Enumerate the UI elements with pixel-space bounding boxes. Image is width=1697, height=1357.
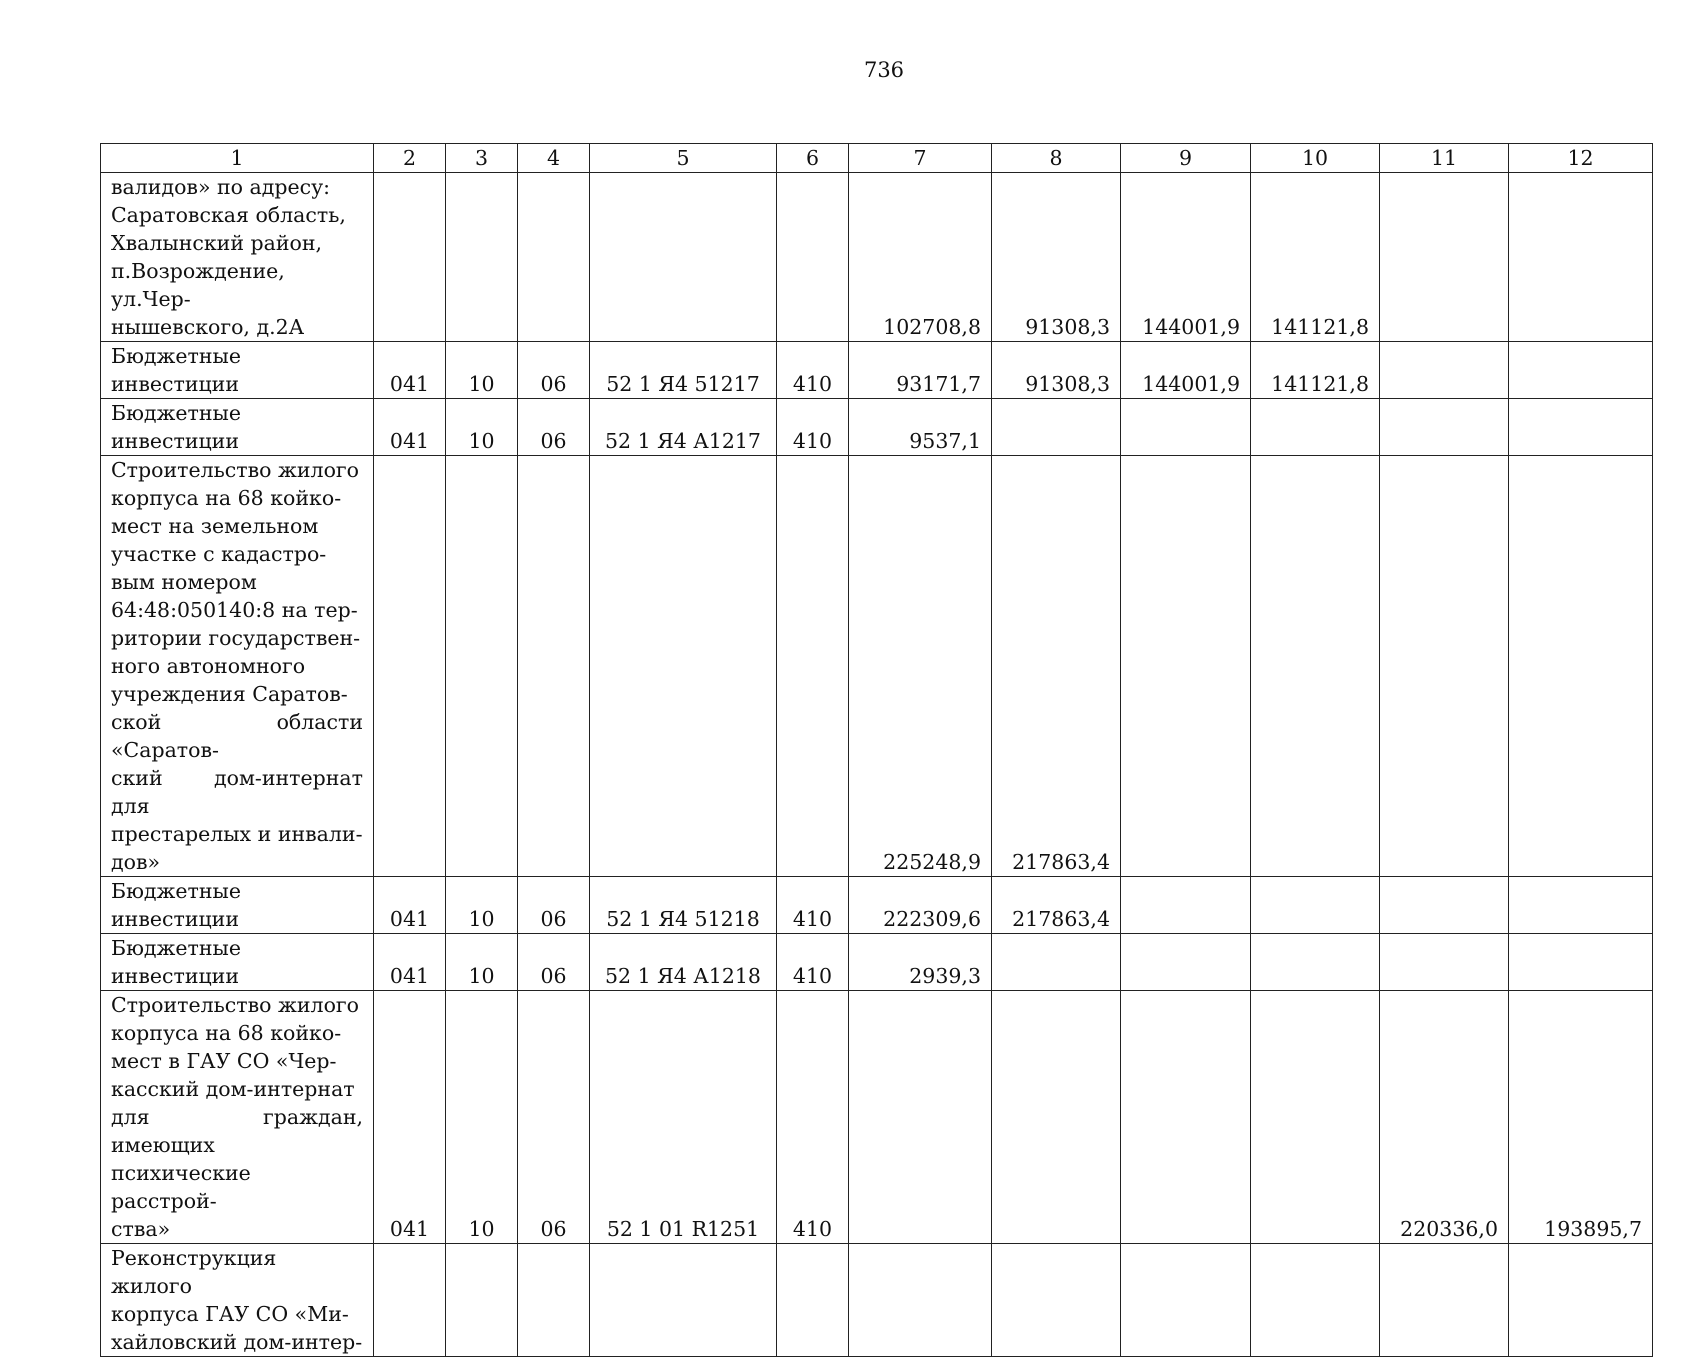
column-header: 9 — [1121, 144, 1251, 173]
cell-col-5: 52 1 Я4 51217 — [590, 342, 777, 399]
row-description — [101, 173, 374, 342]
cell-col-6: 410 — [777, 934, 849, 991]
cell-col-2: 041 — [374, 342, 446, 399]
description-line: ства» — [111, 1217, 171, 1241]
column-header: 5 — [590, 144, 777, 173]
cell-col-2: 041 — [374, 877, 446, 934]
cell-col-9 — [1121, 1244, 1251, 1357]
cell-col-10 — [1251, 399, 1380, 456]
cell-col-12: 193895,7 — [1509, 991, 1653, 1244]
table-row — [101, 342, 1653, 399]
column-header: 11 — [1380, 144, 1509, 173]
table-row — [101, 991, 1653, 1244]
table-row — [101, 877, 1653, 934]
cell-col-8: 217863,4 — [992, 456, 1121, 877]
description-line: Строительство жилого — [111, 993, 360, 1017]
description-line: 64:48:050140:8 на тер- — [111, 598, 358, 622]
column-header: 10 — [1251, 144, 1380, 173]
description-line: Бюджетные инвестиции — [111, 401, 241, 453]
description-line: нышевского, д.2А — [111, 315, 305, 339]
cell-col-10: 141121,8 — [1251, 173, 1380, 342]
description-line: хайловский дом-интер- — [111, 1330, 363, 1354]
table-row — [101, 399, 1653, 456]
cell-col-10: 141121,8 — [1251, 342, 1380, 399]
cell-col-5: 52 1 01 R1251 — [590, 991, 777, 1244]
cell-col-5: 52 1 Я4 51218 — [590, 877, 777, 934]
cell-col-9 — [1121, 399, 1251, 456]
cell-col-4: 06 — [518, 991, 590, 1244]
description-line: для граждан, имеющих — [111, 1105, 363, 1157]
cell-col-5 — [590, 173, 777, 342]
description-line: дов» — [111, 850, 161, 874]
cell-col-6: 410 — [777, 877, 849, 934]
cell-col-5 — [590, 456, 777, 877]
cell-col-3 — [446, 456, 518, 877]
cell-col-2 — [374, 1244, 446, 1357]
cell-col-11: 220336,0 — [1380, 991, 1509, 1244]
cell-col-8: 217863,4 — [992, 877, 1121, 934]
table-body — [101, 144, 1653, 1357]
cell-col-12 — [1509, 342, 1653, 399]
description-line: участке с кадастро- — [111, 542, 327, 566]
description-line: мест в ГАУ СО «Чер- — [111, 1049, 337, 1073]
cell-col-7: 9537,1 — [849, 399, 992, 456]
cell-col-12 — [1509, 399, 1653, 456]
row-description — [101, 342, 374, 399]
cell-col-9 — [1121, 991, 1251, 1244]
cell-col-10 — [1251, 877, 1380, 934]
cell-col-2 — [374, 456, 446, 877]
column-header: 4 — [518, 144, 590, 173]
table-row — [101, 173, 1653, 342]
description-line: Саратовская область, — [111, 203, 346, 227]
description-line: корпуса на 68 койко- — [111, 486, 342, 510]
description-line: ритории государствен- — [111, 626, 361, 650]
cell-col-3: 10 — [446, 342, 518, 399]
column-header: 6 — [777, 144, 849, 173]
cell-col-12 — [1509, 173, 1653, 342]
row-description — [101, 877, 374, 934]
description-line: ного автономного — [111, 654, 306, 678]
cell-col-11 — [1380, 342, 1509, 399]
description-line: Бюджетные инвестиции — [111, 344, 241, 396]
description-line: ский дом-интернат для — [111, 766, 363, 818]
description-line: психические расстрой- — [111, 1161, 251, 1213]
cell-col-6: 410 — [777, 342, 849, 399]
cell-col-8 — [992, 991, 1121, 1244]
column-header: 12 — [1509, 144, 1653, 173]
cell-col-3: 10 — [446, 877, 518, 934]
cell-col-7: 225248,9 — [849, 456, 992, 877]
cell-col-11 — [1380, 399, 1509, 456]
cell-col-9 — [1121, 934, 1251, 991]
cell-col-12 — [1509, 877, 1653, 934]
description-line: вым номером — [111, 570, 257, 594]
page-number: 736 — [863, 58, 905, 82]
cell-col-2: 041 — [374, 934, 446, 991]
cell-col-5 — [590, 1244, 777, 1357]
row-description — [101, 1244, 374, 1357]
cell-col-8 — [992, 1244, 1121, 1357]
cell-col-6 — [777, 456, 849, 877]
cell-col-3: 10 — [446, 991, 518, 1244]
cell-col-6 — [777, 1244, 849, 1357]
description-line: мест на земельном — [111, 514, 319, 538]
cell-col-10 — [1251, 934, 1380, 991]
cell-col-9 — [1121, 456, 1251, 877]
cell-col-11 — [1380, 173, 1509, 342]
cell-col-10 — [1251, 456, 1380, 877]
column-number-row — [101, 144, 1653, 173]
cell-col-4: 06 — [518, 399, 590, 456]
cell-col-7: 102708,8 — [849, 173, 992, 342]
cell-col-7: 93171,7 — [849, 342, 992, 399]
cell-col-12 — [1509, 456, 1653, 877]
cell-col-10 — [1251, 1244, 1380, 1357]
description-line: п.Возрождение, ул.Чер- — [111, 259, 285, 311]
table-row — [101, 456, 1653, 877]
description-line: корпуса на 68 койко- — [111, 1021, 342, 1045]
cell-col-5: 52 1 Я4 А1217 — [590, 399, 777, 456]
cell-col-8: 91308,3 — [992, 342, 1121, 399]
description-line: ской области «Саратов- — [111, 710, 363, 762]
description-line: учреждения Саратов- — [111, 682, 348, 706]
cell-col-3: 10 — [446, 934, 518, 991]
cell-col-8: 91308,3 — [992, 173, 1121, 342]
row-description — [101, 934, 374, 991]
cell-col-4 — [518, 1244, 590, 1357]
cell-col-6 — [777, 173, 849, 342]
cell-col-2: 041 — [374, 991, 446, 1244]
description-line: валидов» по адресу: — [111, 175, 331, 199]
table-row — [101, 1244, 1653, 1357]
cell-col-9: 144001,9 — [1121, 173, 1251, 342]
cell-col-7: 222309,6 — [849, 877, 992, 934]
row-description — [101, 399, 374, 456]
description-line: Реконструкция жилого — [111, 1246, 277, 1298]
column-header: 8 — [992, 144, 1121, 173]
column-header: 2 — [374, 144, 446, 173]
description-line: касский дом-интернат — [111, 1077, 355, 1101]
table-row — [101, 934, 1653, 991]
cell-col-3 — [446, 173, 518, 342]
cell-col-7 — [849, 1244, 992, 1357]
cell-col-4: 06 — [518, 934, 590, 991]
cell-col-11 — [1380, 877, 1509, 934]
cell-col-3 — [446, 1244, 518, 1357]
cell-col-2 — [374, 173, 446, 342]
row-description — [101, 456, 374, 877]
cell-col-7 — [849, 991, 992, 1244]
description-line: Хвалынский район, — [111, 231, 323, 255]
description-line: Бюджетные инвестиции — [111, 936, 241, 988]
cell-col-3: 10 — [446, 399, 518, 456]
cell-col-9: 144001,9 — [1121, 342, 1251, 399]
cell-col-12 — [1509, 934, 1653, 991]
description-line: корпуса ГАУ СО «Ми- — [111, 1302, 349, 1326]
column-header: 1 — [101, 144, 374, 173]
cell-col-4 — [518, 173, 590, 342]
cell-col-8 — [992, 934, 1121, 991]
cell-col-4: 06 — [518, 342, 590, 399]
cell-col-11 — [1380, 1244, 1509, 1357]
description-line: Строительство жилого — [111, 458, 360, 482]
cell-col-6: 410 — [777, 399, 849, 456]
cell-col-5: 52 1 Я4 А1218 — [590, 934, 777, 991]
column-header: 7 — [849, 144, 992, 173]
description-line: престарелых и инвали- — [111, 822, 363, 846]
row-description — [101, 991, 374, 1244]
cell-col-12 — [1509, 1244, 1653, 1357]
cell-col-9 — [1121, 877, 1251, 934]
cell-col-8 — [992, 399, 1121, 456]
cell-col-7: 2939,3 — [849, 934, 992, 991]
cell-col-2: 041 — [374, 399, 446, 456]
column-header: 3 — [446, 144, 518, 173]
description-line: Бюджетные инвестиции — [111, 879, 241, 931]
cell-col-10 — [1251, 991, 1380, 1244]
cell-col-4 — [518, 456, 590, 877]
cell-col-11 — [1380, 456, 1509, 877]
cell-col-4: 06 — [518, 877, 590, 934]
cell-col-6: 410 — [777, 991, 849, 1244]
cell-col-11 — [1380, 934, 1509, 991]
budget-table — [100, 143, 1653, 1357]
